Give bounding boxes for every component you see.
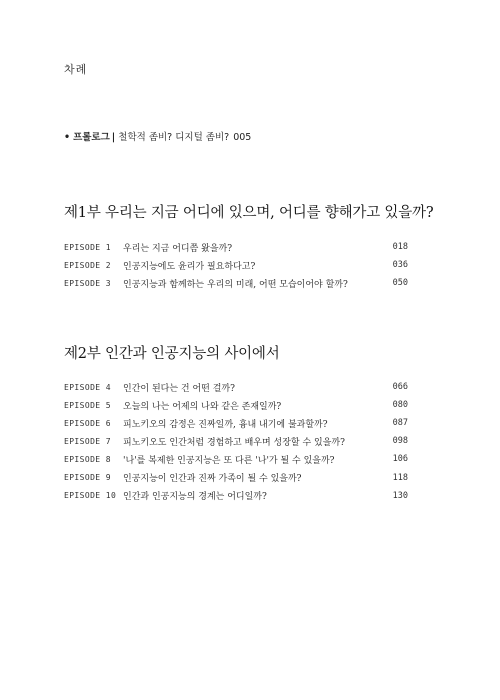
episode-title: 피노키오도 인간처럼 경험하고 배우며 성장할 수 있을까? [123, 437, 345, 448]
episode-row[interactable] [64, 432, 408, 450]
part-1-title: 제1부 우리는 지금 어디에 있으며, 어디를 향해가고 있을까? [64, 205, 434, 221]
episode-title: 인공지능이 인간과 진짜 가족이 될 수 있을까? [123, 474, 302, 485]
episode-row[interactable] [64, 378, 408, 396]
episode-page-number: 098 [392, 436, 408, 447]
episode-label: EPISODE 5 [64, 400, 111, 410]
prologue-page-number: 005 [233, 132, 252, 143]
episode-page-number: 106 [392, 454, 408, 465]
episode-label: EPISODE 6 [64, 418, 111, 428]
prologue-title: 철학적 좀비? 디지털 좀비? [118, 132, 230, 143]
episode-row[interactable] [64, 414, 408, 432]
episode-label: EPISODE 10 [64, 491, 117, 501]
prologue-label: 프롤로그 [73, 132, 110, 143]
episode-label: EPISODE 1 [64, 242, 111, 252]
episode-row[interactable] [64, 450, 408, 468]
episode-row[interactable] [64, 274, 408, 292]
episode-title: 인간과 인공지능의 경계는 어디일까? [123, 492, 267, 503]
episode-row[interactable] [64, 238, 408, 256]
prologue-entry[interactable] [64, 129, 251, 143]
episode-page-number: 050 [392, 278, 408, 289]
episode-page-number: 036 [392, 260, 408, 271]
episode-title: 인공지능에도 윤리가 필요하다고? [123, 261, 256, 272]
episode-row[interactable] [64, 396, 408, 414]
episode-row[interactable] [64, 256, 408, 274]
part-2-title: 제2부 인간과 인공지능의 사이에서 [64, 346, 280, 362]
page-title: 차례 [64, 63, 88, 76]
episode-page-number: 118 [392, 472, 408, 483]
episode-page-number: 018 [392, 242, 408, 253]
episode-label: EPISODE 8 [64, 454, 111, 464]
episode-label: EPISODE 9 [64, 473, 111, 483]
episode-title: 우리는 지금 어디쯤 왔을까? [123, 243, 233, 254]
episode-row[interactable] [64, 468, 408, 486]
part-1-episode-list [64, 238, 408, 292]
episode-label: EPISODE 2 [64, 260, 111, 270]
episode-label: EPISODE 7 [64, 436, 111, 446]
bullet-icon: • [64, 132, 71, 143]
episode-page-number: 080 [392, 400, 408, 411]
episode-page-number: 130 [392, 490, 408, 501]
episode-title: 인간이 된다는 건 어떤 걸까? [123, 383, 235, 394]
episode-title: 피노키오의 감정은 진짜일까, 흉내 내기에 불과할까? [123, 419, 328, 430]
episode-row[interactable] [64, 487, 408, 505]
part-2-episode-list [64, 378, 408, 505]
episode-title: 오늘의 나는 어제의 나와 같은 존재일까? [123, 401, 282, 412]
episode-label: EPISODE 4 [64, 382, 111, 392]
episode-page-number: 066 [392, 382, 408, 393]
episode-page-number: 087 [392, 418, 408, 429]
episode-title: 인공지능과 함께하는 우리의 미래, 어떤 모습이어야 할까? [123, 279, 348, 290]
episode-label: EPISODE 3 [64, 278, 111, 288]
prologue-separator: | [111, 132, 116, 143]
episode-title: '나'를 복제한 인공지능은 또 다른 '나'가 될 수 있을까? [123, 455, 335, 466]
